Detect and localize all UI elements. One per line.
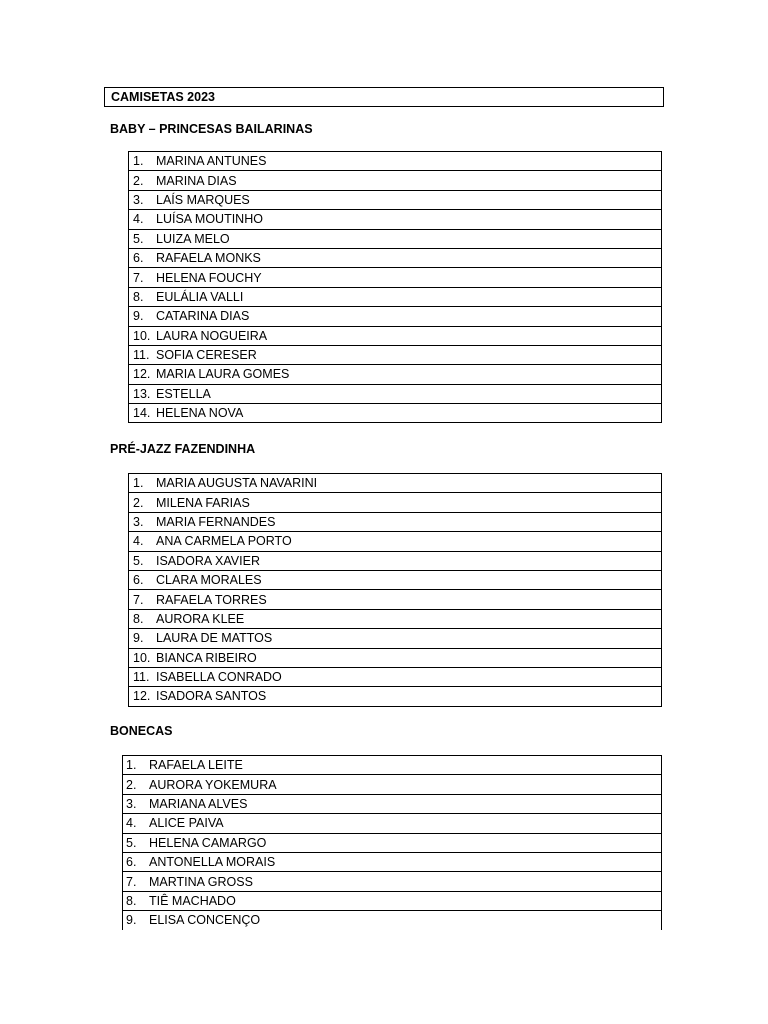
- list-item: [128, 404, 662, 423]
- list-item-name: ANA CARMELA PORTO: [156, 534, 292, 549]
- list-item: [128, 687, 662, 706]
- list-item: [128, 249, 662, 268]
- list-item-number: 8.: [133, 611, 144, 626]
- list-item-name: HELENA CAMARGO: [149, 835, 267, 850]
- list-item: [128, 288, 662, 307]
- list-item: [128, 210, 662, 229]
- list-item-name: LUÍSA MOUTINHO: [156, 212, 263, 227]
- list-item-number: 9.: [133, 631, 144, 646]
- list-item-number: 10.: [133, 650, 151, 665]
- list-item: [128, 191, 662, 210]
- list-item-number: 8.: [133, 289, 144, 304]
- list-item-number: 1.: [133, 154, 144, 169]
- list-item-number: 8.: [126, 893, 137, 908]
- list-item: [122, 775, 662, 794]
- list-item-name: LAURA DE MATTOS: [156, 631, 273, 646]
- list-item-number: 7.: [133, 270, 144, 285]
- list-item: [122, 911, 662, 929]
- list-item-name: HELENA FOUCHY: [156, 270, 262, 285]
- list-item-name: MARIA AUGUSTA NAVARINI: [156, 476, 318, 491]
- list-item-number: 7.: [126, 874, 137, 889]
- list-item-name: EULÁLIA VALLI: [156, 289, 244, 304]
- list-item: [128, 629, 662, 648]
- list-item: [122, 795, 662, 814]
- list-item-number: 11.: [133, 348, 150, 363]
- list-item-name: ANTONELLA MORAIS: [149, 855, 276, 870]
- list-item-name: ELISA CONCENÇO: [149, 913, 261, 928]
- list-item-name: TIÊ MACHADO: [149, 893, 236, 908]
- list-item: [128, 474, 662, 493]
- list-item-name: SOFIA CERESER: [156, 348, 257, 363]
- list-item: [128, 307, 662, 326]
- list-item: [128, 668, 662, 687]
- list-item-number: 10.: [133, 328, 151, 343]
- list-item-number: 7.: [133, 592, 144, 607]
- list-item: [128, 610, 662, 629]
- name-list-baby: [128, 151, 662, 423]
- list-item: [122, 853, 662, 872]
- list-item-name: CLARA MORALES: [156, 573, 262, 588]
- list-item-number: 14.: [133, 406, 151, 421]
- list-item: [128, 571, 662, 590]
- list-item-number: 5.: [133, 553, 144, 568]
- list-item-name: MILENA FARIAS: [156, 495, 250, 510]
- list-item-name: ISADORA XAVIER: [156, 553, 260, 568]
- list-item-number: 2.: [133, 173, 144, 188]
- list-item-number: 9.: [133, 309, 144, 324]
- list-item-name: HELENA NOVA: [156, 406, 244, 421]
- list-item-name: ISADORA SANTOS: [156, 689, 267, 704]
- list-item-name: MARINA DIAS: [156, 173, 237, 188]
- list-item: [122, 892, 662, 911]
- section-heading-baby: BABY – PRINCESAS BAILARINAS: [110, 122, 313, 136]
- list-item-name: ISABELLA CONRADO: [156, 670, 282, 685]
- list-item-name: ESTELLA: [156, 386, 211, 401]
- name-list-pre-jazz: [128, 473, 662, 707]
- list-item-number: 3.: [133, 192, 144, 207]
- list-item-name: LUIZA MELO: [156, 231, 230, 246]
- list-item-number: 5.: [126, 835, 137, 850]
- list-item: [128, 268, 662, 287]
- document-title: CAMISETAS 2023: [111, 90, 215, 104]
- section-heading-bonecas: BONECAS: [110, 724, 173, 738]
- list-item-number: 6.: [126, 855, 137, 870]
- list-item-name: MARTINA GROSS: [149, 874, 253, 889]
- list-item: [122, 834, 662, 853]
- list-item-name: RAFAELA TORRES: [156, 592, 267, 607]
- list-item: [128, 346, 662, 365]
- list-item-number: 4.: [126, 816, 137, 831]
- list-item-number: 9.: [126, 913, 137, 928]
- list-item-number: 12.: [133, 367, 151, 382]
- list-item: [128, 552, 662, 571]
- list-item-number: 11.: [133, 670, 150, 685]
- list-item-number: 3.: [126, 796, 137, 811]
- list-item: [128, 171, 662, 190]
- list-item-number: 4.: [133, 534, 144, 549]
- list-item-number: 1.: [133, 476, 144, 491]
- list-item: [122, 756, 662, 775]
- list-item-number: 4.: [133, 212, 144, 227]
- list-item-number: 6.: [133, 251, 144, 266]
- list-item: [122, 814, 662, 833]
- list-item-name: MARINA ANTUNES: [156, 154, 267, 169]
- section-heading-pre-jazz: PRÉ-JAZZ FAZENDINHA: [110, 442, 256, 456]
- list-item-number: 2.: [126, 777, 137, 792]
- list-item-number: 6.: [133, 573, 144, 588]
- document-title-box: [104, 87, 664, 107]
- list-item: [128, 590, 662, 609]
- list-item-name: LAURA NOGUEIRA: [156, 328, 268, 343]
- list-item: [128, 152, 662, 171]
- list-item: [128, 532, 662, 551]
- list-item: [122, 872, 662, 891]
- list-item-name: MARIANA ALVES: [149, 796, 248, 811]
- list-item-name: RAFAELA MONKS: [156, 251, 261, 266]
- list-item: [128, 365, 662, 384]
- list-item-number: 5.: [133, 231, 144, 246]
- list-item-number: 3.: [133, 514, 144, 529]
- list-item-name: AURORA YOKEMURA: [149, 777, 277, 792]
- list-item-name: MARIA LAURA GOMES: [156, 367, 290, 382]
- list-item-name: AURORA KLEE: [156, 611, 245, 626]
- list-item-name: LAÍS MARQUES: [156, 192, 250, 207]
- list-item-name: ALICE PAIVA: [149, 816, 224, 831]
- name-list-bonecas: [122, 755, 662, 930]
- list-item-name: BIANCA RIBEIRO: [156, 650, 257, 665]
- list-item: [128, 649, 662, 668]
- list-item-name: CATARINA DIAS: [156, 309, 250, 324]
- list-item: [128, 493, 662, 512]
- list-item: [128, 385, 662, 404]
- list-item-number: 13.: [133, 386, 151, 401]
- list-item: [128, 327, 662, 346]
- list-item: [128, 513, 662, 532]
- list-item-number: 2.: [133, 495, 144, 510]
- list-item: [128, 230, 662, 249]
- list-item-number: 1.: [126, 758, 137, 773]
- list-item-number: 12.: [133, 689, 151, 704]
- list-item-name: RAFAELA LEITE: [149, 758, 243, 773]
- list-item-name: MARIA FERNANDES: [156, 514, 276, 529]
